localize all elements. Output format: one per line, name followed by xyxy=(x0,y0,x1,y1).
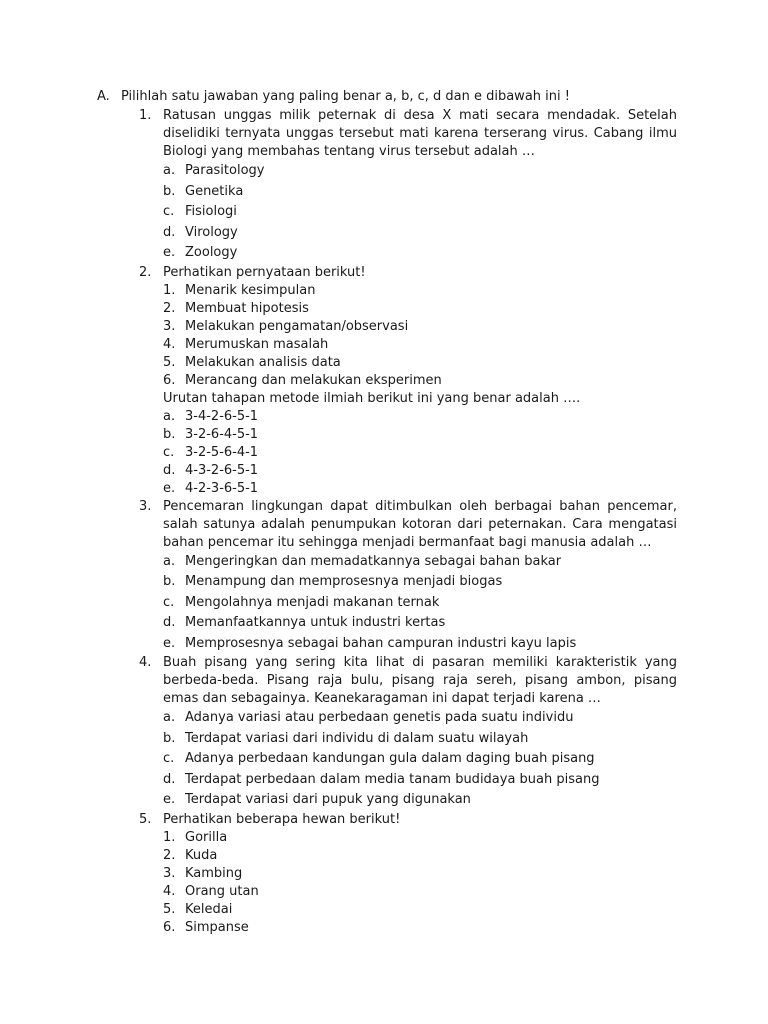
answer-option-d xyxy=(163,223,677,244)
option-label: a. xyxy=(163,553,176,569)
item-text: Menarik kesimpulan xyxy=(185,282,316,298)
answer-option-c xyxy=(163,593,677,614)
answer-options xyxy=(163,161,677,264)
answer-option-e xyxy=(163,480,677,498)
answer-option-d xyxy=(163,613,677,634)
question-text: Perhatikan pernyataan berikut! xyxy=(163,264,366,280)
answer-option-b xyxy=(163,426,677,444)
animal-item xyxy=(163,919,677,937)
animal-item xyxy=(163,865,677,883)
option-text: Mengolahnya menjadi makanan ternak xyxy=(185,594,440,610)
item-number: 4. xyxy=(163,883,176,899)
option-text: Mengeringkan dan memadatkannya sebagai bahan bakar xyxy=(185,553,562,569)
question-number: 4. xyxy=(139,655,152,670)
option-text: Terdapat variasi dari pupuk yang digunakan xyxy=(185,792,471,807)
option-label: d. xyxy=(163,224,176,240)
option-text: 4-2-3-6-5-1 xyxy=(185,480,259,496)
answer-options xyxy=(163,552,677,655)
item-number: 5. xyxy=(163,901,176,917)
answer-option-c xyxy=(163,444,677,462)
option-label: c. xyxy=(163,751,175,766)
option-text: Terdapat perbedaan dalam media tanam budidaya buah pisang xyxy=(185,771,600,787)
option-text: Genetika xyxy=(185,183,244,199)
item-number: 2. xyxy=(163,300,176,316)
answer-option-b xyxy=(163,182,677,203)
option-label: c. xyxy=(163,444,175,460)
item-text: Melakukan analisis data xyxy=(185,354,341,370)
statement-list xyxy=(163,282,677,390)
option-label: e. xyxy=(163,792,176,807)
option-label: b. xyxy=(163,426,176,442)
answer-option-e xyxy=(163,634,677,655)
statement-item xyxy=(163,336,677,354)
option-label: d. xyxy=(163,771,176,787)
question-number: 2. xyxy=(139,264,152,280)
item-number: 1. xyxy=(163,829,176,845)
item-number: 6. xyxy=(163,372,176,388)
answer-option-a xyxy=(163,708,677,729)
option-text: Memprosesnya sebagai bahan campuran industri kayu lapis xyxy=(185,635,577,651)
statement-item xyxy=(163,372,677,390)
item-number: 4. xyxy=(163,336,176,352)
option-label: e. xyxy=(163,480,176,496)
animal-item xyxy=(163,847,677,865)
answer-option-d xyxy=(163,462,677,480)
item-text: Merumuskan masalah xyxy=(185,336,329,352)
answer-options xyxy=(163,408,677,498)
option-label: c. xyxy=(163,204,175,219)
question-text: Buah pisang yang sering kita lihat di pasaran memiliki karakteristik yang berbeda-beda. Pisang raja bulu, pisang raja sereh, pisang ambon, pisang emas dan sebagainya. Keanekaragaman ini dapat terjadi karena … xyxy=(163,655,677,706)
animal-list xyxy=(163,829,677,937)
item-number: 2. xyxy=(163,847,176,863)
statement-item xyxy=(163,300,677,318)
option-label: c. xyxy=(163,594,175,610)
item-text: Membuat hipotesis xyxy=(185,300,309,316)
question-number: 5. xyxy=(139,811,152,827)
option-label: d. xyxy=(163,462,176,478)
item-text: Keledai xyxy=(185,901,233,917)
animal-item xyxy=(163,883,677,901)
answer-option-a xyxy=(163,552,677,573)
option-label: d. xyxy=(163,615,176,630)
item-number: 6. xyxy=(163,919,176,935)
option-text: Memanfaatkannya untuk industri kertas xyxy=(185,615,446,630)
option-label: b. xyxy=(163,183,176,199)
answer-options xyxy=(163,708,677,811)
item-text: Simpanse xyxy=(185,919,249,935)
question-3 xyxy=(139,498,677,655)
item-text: Gorilla xyxy=(185,829,228,845)
answer-option-d xyxy=(163,770,677,791)
option-text: Adanya perbedaan kandungan gula dalam daging buah pisang xyxy=(185,751,595,766)
option-label: a. xyxy=(163,163,176,178)
answer-option-a xyxy=(163,161,677,182)
item-text: Merancang dan melakukan eksperimen xyxy=(185,372,442,388)
option-label: a. xyxy=(163,710,176,725)
answer-option-b xyxy=(163,572,677,593)
option-text: Adanya variasi atau perbedaan genetis pada suatu individu xyxy=(185,710,574,725)
item-number: 5. xyxy=(163,354,176,370)
option-text: Parasitology xyxy=(185,163,265,178)
question-number: 3. xyxy=(139,498,152,514)
option-label: b. xyxy=(163,574,176,589)
statement-item xyxy=(163,354,677,372)
question-text: Perhatikan beberapa hewan berikut! xyxy=(163,811,401,827)
option-text: 3-2-6-4-5-1 xyxy=(185,426,259,442)
question-text: Pencemaran lingkungan dapat ditimbulkan oleh berbagai bahan pencemar, salah satunya adalah penumpukan kotoran dari peternakan. Cara mengatasi bahan pencemar itu sehingga menjadi bermanfaat bagi manusia adalah … xyxy=(163,498,677,550)
option-text: Virology xyxy=(185,224,238,240)
option-text: Zoology xyxy=(185,245,238,260)
item-text: Orang utan xyxy=(185,883,259,899)
question-2 xyxy=(139,264,677,498)
section-heading xyxy=(97,88,677,106)
answer-option-b xyxy=(163,729,677,750)
animal-item xyxy=(163,829,677,847)
section-instruction: Pilihlah satu jawaban yang paling benar a, b, c, d dan e dibawah ini ! xyxy=(121,89,570,104)
option-text: 3-4-2-6-5-1 xyxy=(185,408,259,424)
item-text: Melakukan pengamatan/observasi xyxy=(185,318,409,334)
statement-item xyxy=(163,282,677,300)
option-label: e. xyxy=(163,245,176,260)
answer-option-a xyxy=(163,408,677,426)
answer-option-c xyxy=(163,749,677,770)
answer-option-c xyxy=(163,202,677,223)
question-prompt: Urutan tahapan metode ilmiah berikut ini yang benar adalah …. xyxy=(163,390,581,406)
item-text: Kambing xyxy=(185,865,243,881)
option-label: b. xyxy=(163,730,176,746)
section-a xyxy=(97,88,677,937)
question-1 xyxy=(139,107,677,264)
statement-item xyxy=(163,318,677,336)
item-number: 3. xyxy=(163,318,176,334)
item-number: 1. xyxy=(163,282,176,298)
option-label: e. xyxy=(163,635,176,651)
question-text: Ratusan unggas milik peternak di desa X mati secara mendadak. Setelah diselidiki ternyata unggas tersebut mati karena terserang virus. Cabang ilmu Biologi yang membahas tentang virus tersebut adalah … xyxy=(163,108,677,159)
option-text: 3-2-5-6-4-1 xyxy=(185,444,259,460)
question-number: 1. xyxy=(139,108,152,123)
animal-item xyxy=(163,901,677,919)
option-text: 4-3-2-6-5-1 xyxy=(185,462,259,478)
section-label: A. xyxy=(97,89,110,104)
answer-option-e xyxy=(163,790,677,811)
option-text: Fisiologi xyxy=(185,204,237,219)
option-text: Terdapat variasi dari individu di dalam suatu wilayah xyxy=(185,730,529,746)
item-text: Kuda xyxy=(185,847,218,863)
option-text: Menampung dan memprosesnya menjadi biogas xyxy=(185,574,503,589)
question-list xyxy=(139,107,677,937)
answer-option-e xyxy=(163,243,677,264)
option-label: a. xyxy=(163,408,176,424)
item-number: 3. xyxy=(163,865,176,881)
question-4 xyxy=(139,654,677,811)
question-5 xyxy=(139,811,677,937)
